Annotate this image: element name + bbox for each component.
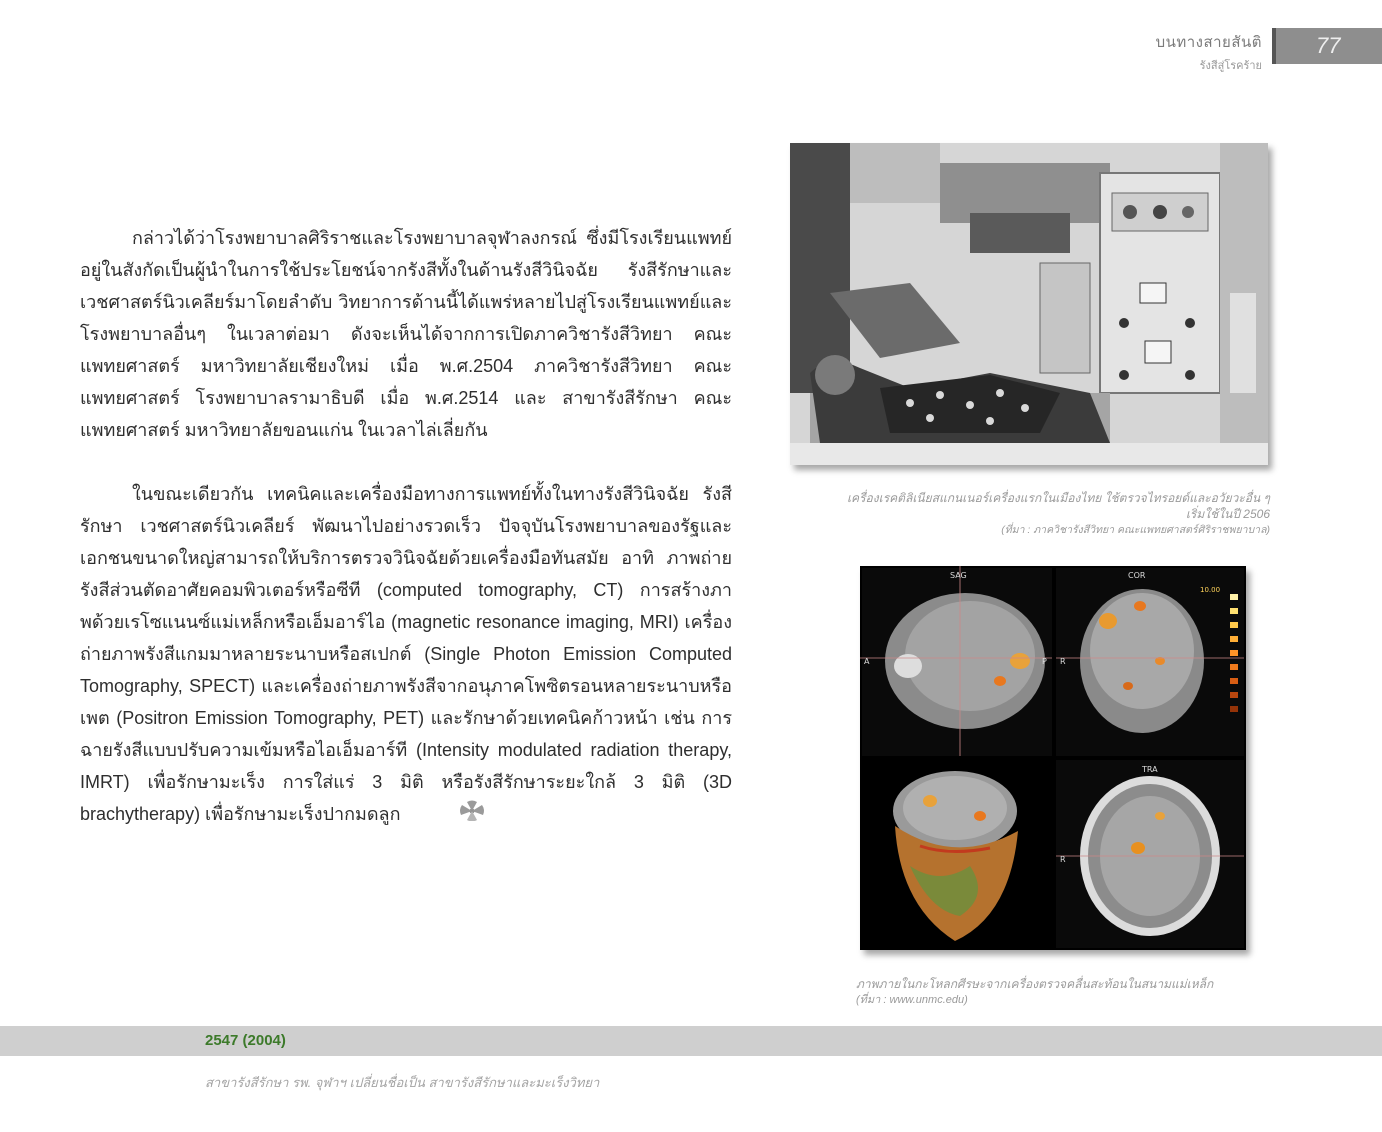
color-scale-bar [1230, 594, 1238, 712]
panel-label-cor: COR [1128, 571, 1146, 580]
page-number: 77 [1316, 33, 1341, 58]
timeline-note: สาขารังสีรักษา รพ. จุฬาฯ เปลี่ยนชื่อเป็น สาขารังสีรักษาและมะเร็งวิทยา [205, 1075, 600, 1090]
panel-label-p: P [1042, 657, 1047, 666]
figure-1-caption-line1: เครื่องเรคติลิเนียสแกนเนอร์เครื่องแรกในเมืองไทย ใช้ตรวจไทรอยด์และอวัยวะอื่น ๆ [846, 491, 1270, 505]
paragraph-2-block [80, 478, 732, 831]
figure-2-caption [856, 976, 1266, 1008]
figure-1-source: (ที่มา : ภาควิชารังสีวิทยา คณะแพทยศาสตร์ศิริราชพยาบาล) [1001, 524, 1270, 536]
mri-brain-image [860, 566, 1246, 950]
figure-2-caption-text: ภาพภายในกะโหลกศีรษะจากเครื่องตรวจคลื่นสะท้อนในสนามแม่เหล็ก [856, 977, 1214, 991]
paragraph-2: ในขณะเดียวกัน เทคนิคและเครื่องมือทางการแพทย์ทั้งในทางรังสีวินิจฉัย รังสีรักษา เวชศาสตร์นิวเคลียร์ พัฒนาไปอย่างรวดเร็ว ปัจจุบันโรงพยาบาลของรัฐและเอกชนขนาดใหญ่สามารถให้บริการตรวจวินิจฉัยด้วยเครื่องมือทันสมัย อาทิ ภาพถ่ายรังสีส่วนตัดอาศัยคอมพิวเตอร์หรือซีที (computed tomography, CT) การสร้างภาพด้วยเรโซแนนซ์แม่เหล็กหรือเอ็มอาร์ไอ (magnetic resonance imaging, MRI) เครื่องถ่ายภาพรังสีแกมมาหลายระนาบหรือสเปกต์ (Single Photon Emission Computed Tomography, SPECT) และเครื่องถ่ายภาพรังสีจากอนุภาคโพซิตรอนหลายระนาบหรือเพต (Positron Emission Tomography, PET) และรักษาด้วยเทคนิคก้าวหน้า เช่น การฉายรังสีแบบปรับความเข้มหรือไอเอ็มอาร์ที (Intensity modulated radiation therapy, IMRT) เพื่อรักษามะเร็ง การใส่แร่ 3 มิติ หรือรังสีรักษาระยะใกล้ 3 มิติ (3D brachytherapy) เพื่อรักษามะเร็งปากมดลูก [80, 484, 732, 824]
paragraph-1-block [80, 222, 732, 446]
panel-label-sag: SAG [950, 571, 967, 580]
panel-label-r2: R [1060, 855, 1066, 864]
figure-2-source: (ที่มา : www.unmc.edu) [856, 994, 968, 1006]
panel-label-a: A [864, 657, 870, 666]
paragraph-2-wrap [80, 478, 732, 831]
figure-1-caption [770, 490, 1270, 538]
panel-label-tra: TRA [1142, 765, 1158, 774]
scanner-photo [790, 143, 1268, 465]
header-title: บนทางสายสันติ [1155, 33, 1262, 51]
page-number-tab [1276, 28, 1382, 64]
radiation-icon [406, 799, 486, 831]
paragraph-1: กล่าวได้ว่าโรงพยาบาลศิริราชและโรงพยาบาลจุฬาลงกรณ์ ซึ่งมีโรงเรียนแพทย์อยู่ในสังกัดเป็นผู้นำในการใช้ประโยชน์จากรังสีทั้งในด้านรังสีวินิจฉัย รังสีรักษาและเวชศาสตร์นิวเคลียร์มาโดยลำดับ วิทยาการด้านนี้ได้แพร่หลายไปสู่โรงเรียนแพทย์และโรงพยาบาลอื่นๆ ในเวลาต่อมา ดังจะเห็นได้จากการเปิดภาควิชารังสีวิทยา คณะแพทยศาสตร์ มหาวิทยาลัยเชียงใหม่ เมื่อ พ.ศ.2504 ภาควิชารังสีวิทยา คณะแพทยศาสตร์ โรงพยาบาลรามาธิบดี เมื่อ พ.ศ.2514 และ สาขารังสีรักษา คณะแพทยศาสตร์ มหาวิทยาลัยขอนแก่น ในเวลาไล่เลี่ยกัน [80, 228, 732, 440]
scale-top-value: 10.00 [1200, 586, 1221, 594]
figure-1-caption-line2: เริ่มใช้ในปี 2506 [1185, 507, 1270, 521]
timeline-year: 2547 (2004) [205, 1032, 286, 1049]
panel-label-r: R [1060, 657, 1066, 666]
header-subtitle: รังสีสู่โรคร้าย [1199, 59, 1262, 72]
running-header [1156, 30, 1262, 74]
